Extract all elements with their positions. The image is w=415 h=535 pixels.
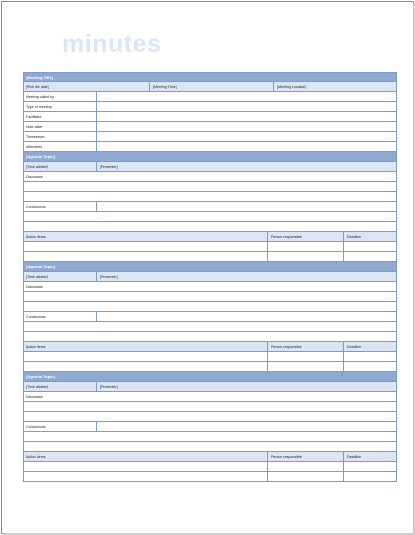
meeting-field-value[interactable] bbox=[98, 92, 395, 101]
divider bbox=[343, 352, 344, 361]
blank-row[interactable] bbox=[23, 442, 397, 452]
blank-row[interactable] bbox=[23, 402, 397, 412]
divider bbox=[267, 252, 268, 261]
document-title: minutes bbox=[62, 30, 162, 58]
meeting-field-value[interactable] bbox=[98, 122, 395, 131]
divider bbox=[267, 352, 268, 361]
divider bbox=[343, 362, 344, 371]
meeting-field-value[interactable] bbox=[98, 112, 395, 121]
divider bbox=[96, 112, 97, 121]
discussion-label: Discussion bbox=[26, 285, 44, 289]
meeting-details-row bbox=[23, 82, 397, 92]
deadline-label: Deadline bbox=[347, 345, 362, 349]
person-responsible-label: Person responsible bbox=[271, 455, 302, 459]
conclusions-label: Conclusions bbox=[26, 315, 46, 319]
action-item-row[interactable] bbox=[23, 472, 397, 482]
action-items-label: Action items bbox=[26, 455, 46, 459]
divider bbox=[343, 242, 344, 251]
divider bbox=[96, 382, 97, 391]
action-item-row[interactable] bbox=[23, 362, 397, 372]
divider bbox=[267, 232, 268, 241]
action-items-header-row bbox=[23, 232, 397, 242]
meeting-field-label: Facilitator bbox=[26, 115, 42, 119]
agenda-topic-header[interactable] bbox=[23, 152, 397, 162]
conclusions-label: Conclusions bbox=[26, 425, 46, 429]
meeting-field-row bbox=[23, 112, 397, 122]
conclusions-row bbox=[23, 422, 397, 432]
divider bbox=[267, 362, 268, 371]
agenda-topic-text: [Agenda Topic] bbox=[26, 154, 55, 159]
blank-row[interactable] bbox=[23, 432, 397, 442]
presenter-field[interactable]: [Presenter] bbox=[100, 385, 118, 389]
meeting-time-field[interactable]: [Meeting Time] bbox=[153, 85, 177, 89]
blank-row[interactable] bbox=[23, 192, 397, 202]
person-responsible-label: Person responsible bbox=[271, 345, 302, 349]
divider bbox=[267, 242, 268, 251]
agenda-time-presenter-row bbox=[23, 162, 397, 172]
presenter-field[interactable]: [Presenter] bbox=[100, 275, 118, 279]
deadline-label: Deadline bbox=[347, 455, 362, 459]
action-item-row[interactable] bbox=[23, 252, 397, 262]
divider bbox=[96, 422, 97, 431]
minutes-table bbox=[23, 72, 397, 482]
divider bbox=[96, 92, 97, 101]
blank-row[interactable] bbox=[23, 412, 397, 422]
divider bbox=[96, 312, 97, 321]
blank-row[interactable] bbox=[23, 212, 397, 222]
deadline-label: Deadline bbox=[347, 235, 362, 239]
divider bbox=[267, 342, 268, 351]
divider bbox=[96, 272, 97, 281]
agenda-topic-text: [Agenda Topic] bbox=[26, 374, 55, 379]
agenda-topic-text: [Agenda Topic] bbox=[26, 264, 55, 269]
blank-row[interactable] bbox=[23, 322, 397, 332]
agenda-time-presenter-row bbox=[23, 272, 397, 282]
divider bbox=[273, 82, 274, 91]
person-responsible-label: Person responsible bbox=[271, 235, 302, 239]
discussion-label: Discussion bbox=[26, 175, 44, 179]
blank-row[interactable] bbox=[23, 222, 397, 232]
blank-row[interactable] bbox=[23, 332, 397, 342]
divider bbox=[343, 472, 344, 481]
meeting-field-label: Note taker bbox=[26, 125, 43, 129]
divider bbox=[267, 472, 268, 481]
action-items-header-row bbox=[23, 342, 397, 352]
meeting-field-value[interactable] bbox=[98, 142, 395, 151]
divider bbox=[343, 342, 344, 351]
meeting-field-label: Meeting called by bbox=[26, 95, 54, 99]
divider bbox=[96, 162, 97, 171]
time-allotted-field[interactable]: [Time allotted] bbox=[26, 165, 49, 169]
blank-row[interactable] bbox=[23, 182, 397, 192]
presenter-field[interactable]: [Presenter] bbox=[100, 165, 118, 169]
divider bbox=[343, 252, 344, 261]
meeting-field-row bbox=[23, 122, 397, 132]
meeting-field-label: Type of meeting bbox=[26, 105, 52, 109]
meeting-field-label: Timekeeper bbox=[26, 135, 45, 139]
conclusions-value[interactable] bbox=[98, 422, 395, 431]
meeting-field-label: Attendees bbox=[26, 145, 43, 149]
meeting-field-value[interactable] bbox=[98, 132, 395, 141]
discussion-row[interactable] bbox=[23, 392, 397, 402]
discussion-label: Discussion bbox=[26, 395, 44, 399]
agenda-time-presenter-row bbox=[23, 382, 397, 392]
conclusions-row bbox=[23, 312, 397, 322]
agenda-topic-header[interactable] bbox=[23, 262, 397, 272]
action-items-header-row bbox=[23, 452, 397, 462]
time-allotted-field[interactable]: [Time allotted] bbox=[26, 385, 49, 389]
action-item-row[interactable] bbox=[23, 352, 397, 362]
divider bbox=[96, 202, 97, 211]
blank-row[interactable] bbox=[23, 302, 397, 312]
action-items-label: Action items bbox=[26, 235, 46, 239]
divider bbox=[343, 232, 344, 241]
divider bbox=[267, 462, 268, 471]
meeting-field-value[interactable] bbox=[98, 102, 395, 111]
meeting-field-row bbox=[23, 92, 397, 102]
action-items-label: Action items bbox=[26, 345, 46, 349]
divider bbox=[96, 132, 97, 141]
discussion-row[interactable] bbox=[23, 282, 397, 292]
divider bbox=[267, 452, 268, 461]
discussion-row[interactable] bbox=[23, 172, 397, 182]
meeting-location-field[interactable]: [Meeting Location] bbox=[277, 85, 307, 89]
agenda-topic-header[interactable] bbox=[23, 372, 397, 382]
meeting-field-row bbox=[23, 102, 397, 112]
meeting-field-row bbox=[23, 142, 397, 152]
conclusions-label: Conclusions bbox=[26, 205, 46, 209]
divider bbox=[96, 142, 97, 151]
meeting-title-header[interactable] bbox=[23, 72, 397, 82]
divider bbox=[343, 462, 344, 471]
conclusions-value[interactable] bbox=[98, 202, 395, 211]
divider bbox=[149, 82, 150, 91]
conclusions-value[interactable] bbox=[98, 312, 395, 321]
action-item-row[interactable] bbox=[23, 242, 397, 252]
divider bbox=[343, 452, 344, 461]
divider bbox=[96, 102, 97, 111]
meeting-title-text: [Meeting Title] bbox=[26, 75, 54, 80]
action-item-row[interactable] bbox=[23, 462, 397, 472]
time-allotted-field[interactable]: [Time allotted] bbox=[26, 275, 49, 279]
divider bbox=[96, 122, 97, 131]
blank-row[interactable] bbox=[23, 292, 397, 302]
conclusions-row bbox=[23, 202, 397, 212]
meeting-field-row bbox=[23, 132, 397, 142]
meeting-date-field[interactable]: [Pick the date] bbox=[26, 85, 49, 89]
